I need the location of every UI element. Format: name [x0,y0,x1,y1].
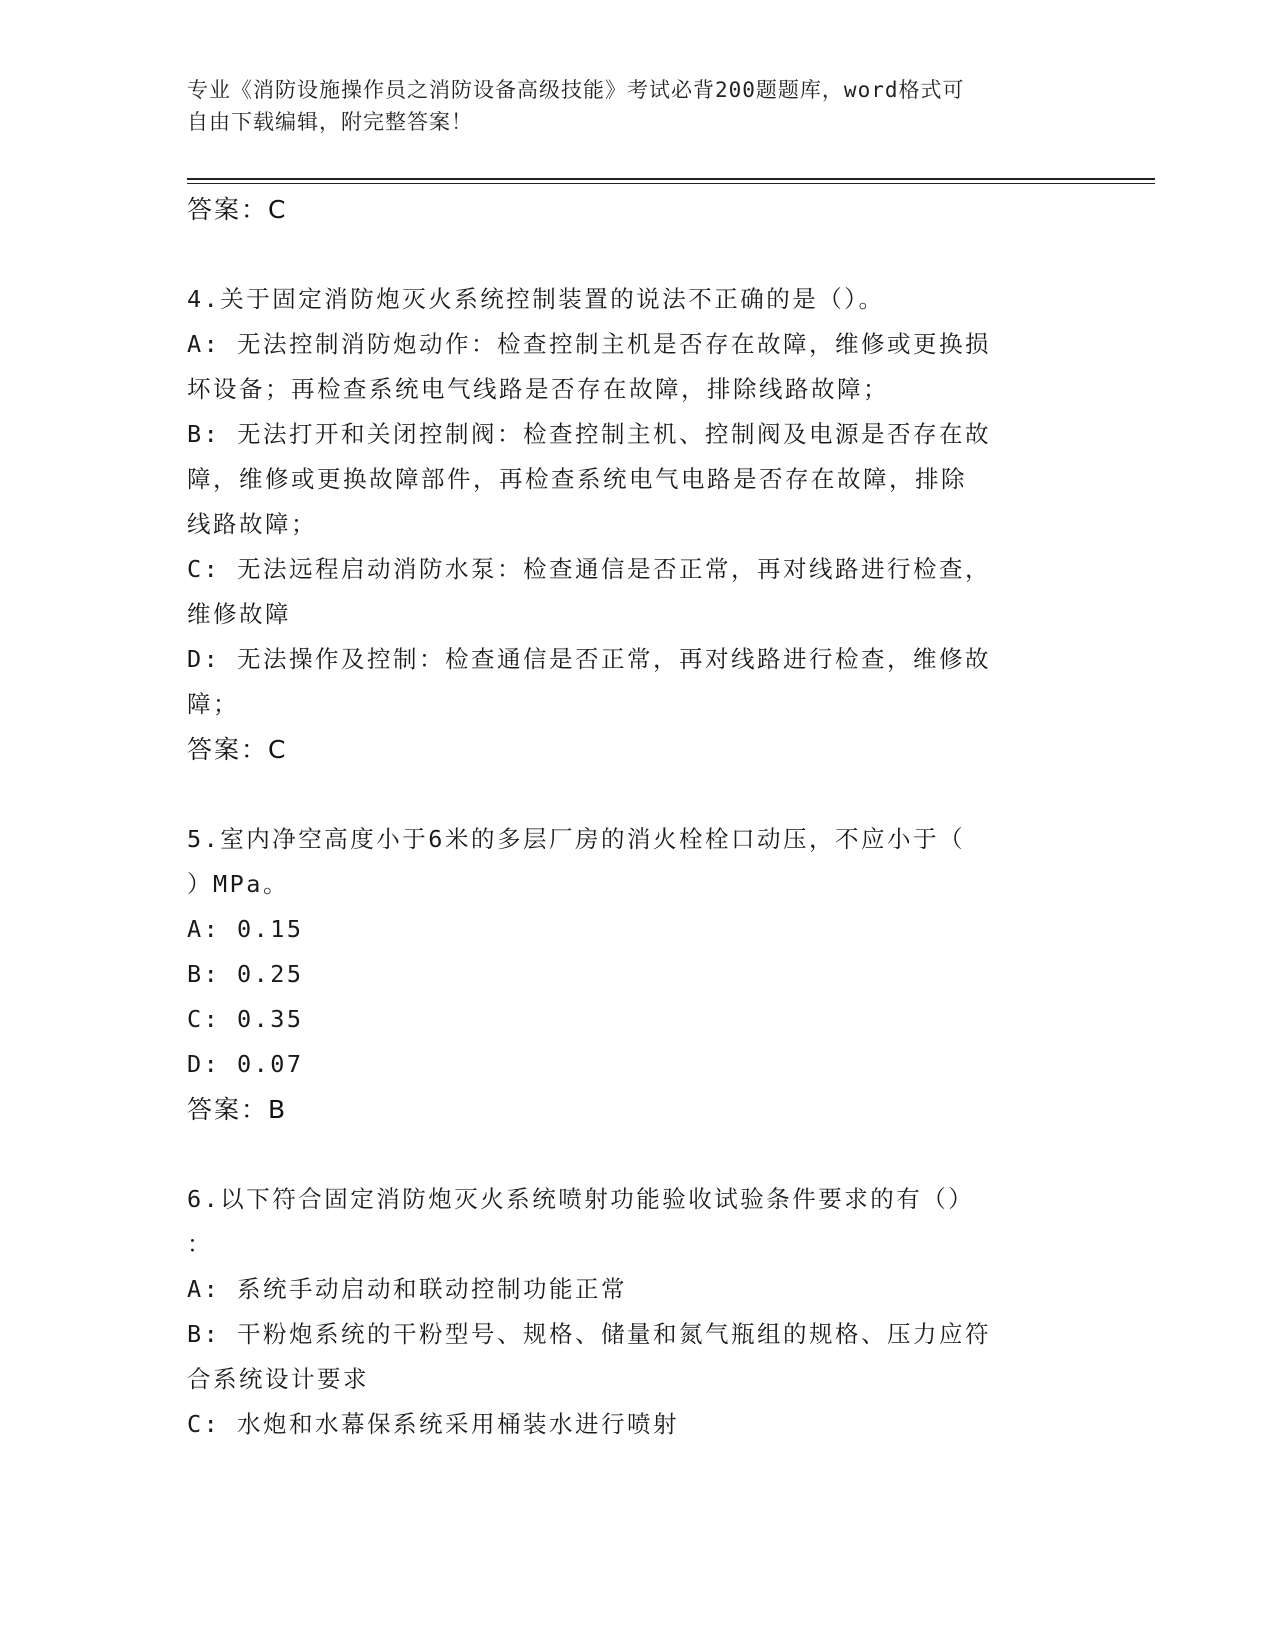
question-5 [187,817,1087,1132]
question-4 [187,277,1087,772]
question-4-option-a-line-2: 坏设备；再检查系统电气线路是否存在故障，排除线路故障； [187,375,889,403]
question-6-option-a: A: 系统手动启动和联动控制功能正常 [187,1275,627,1303]
question-5-option-b: B: 0.25 [187,960,304,988]
question-5-title-line-1: 5.室内净空高度小于6米的多层厂房的消火栓栓口动压，不应小于（ [187,825,965,853]
question-5-option-d: D: 0.07 [187,1050,304,1078]
question-4-option-b-line-1: B: 无法打开和关闭控制阀：检查控制主机、控制阀及电源是否存在故 [187,420,991,448]
header-divider-thin [187,183,1155,184]
question-6-title-line-1: 6.以下符合固定消防炮灭火系统喷射功能验收试验条件要求的有（） [187,1185,975,1213]
question-5-answer: 答案：B [187,1095,288,1124]
header-divider-thick [187,178,1155,180]
question-4-option-a-line-1: A: 无法控制消防炮动作：检查控制主机是否存在故障，维修或更换损 [187,330,991,358]
question-4-option-c-line-1: C: 无法远程启动消防水泵：检查通信是否正常，再对线路进行检查， [187,555,991,583]
spacer [187,1132,1087,1177]
question-5-title-line-2: ）MPa。 [187,870,289,898]
question-4-option-d-line-1: D: 无法操作及控制：检查通信是否正常，再对线路进行检查，维修故 [187,645,991,673]
question-4-option-d-line-2: 障； [187,690,239,718]
question-list [187,187,1087,1447]
question-6-option-b-line-1: B: 干粉炮系统的干粉型号、规格、储量和氮气瓶组的规格、压力应符 [187,1320,991,1348]
question-5-option-c: C: 0.35 [187,1005,304,1033]
question-4-option-b-line-2: 障，维修或更换故障部件，再检查系统电气电路是否存在故障，排除 [187,465,967,493]
previous-answer: 答案：C [187,195,288,224]
header-title-line-1: 专业《消防设施操作员之消防设备高级技能》考试必背200题题库，word格式可 [187,78,965,102]
question-4-option-b-line-3: 线路故障； [187,510,317,538]
spacer [187,232,1087,277]
question-6-option-b-line-2: 合系统设计要求 [187,1365,369,1393]
question-5-option-a: A: 0.15 [187,915,304,943]
header-title-line-2: 自由下载编辑，附完整答案！ [187,110,473,134]
question-6-title-line-2: ： [187,1230,213,1258]
question-4-answer: 答案：C [187,735,288,764]
question-4-option-c-line-2: 维修故障 [187,600,291,628]
question-4-title: 4.关于固定消防炮灭火系统控制装置的说法不正确的是（）。 [187,285,885,313]
spacer [187,772,1087,817]
question-6-option-c: C: 水炮和水幕保系统采用桶装水进行喷射 [187,1410,679,1438]
page-header [187,74,1067,138]
question-6 [187,1177,1087,1447]
